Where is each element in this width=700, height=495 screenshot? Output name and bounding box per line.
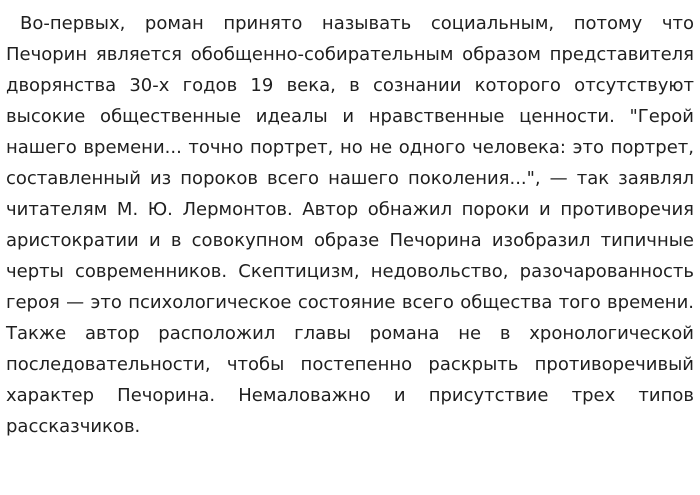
body-paragraph: Во-первых, роман принято называть социальным, потому что Печорин является обобщенно-собирательным образом представителя дворянства 30-х годов 19 века, в сознании которого отсутствуют высокие общественные идеалы и нравственные ценности. "Герой нашего времени... точно портрет, но не одного человека: это портрет, составленный из пороков всего нашего поколения...", — так заявлял читателям М. Ю. Лермонтов. Автор обнажил пороки и противоречия аристократии и в совокупном образе Печорина изобразил типичные черты современников. Скептицизм, недовольство, разочарованность героя — это психологическое состояние всего общества того времени. Также автор расположил главы романа не в хронологической последовательности, чтобы постепенно раскрыть противоречивый характер Печорина. Немаловажно и присутствие трех типов рассказчиков. <box>6 13 694 437</box>
